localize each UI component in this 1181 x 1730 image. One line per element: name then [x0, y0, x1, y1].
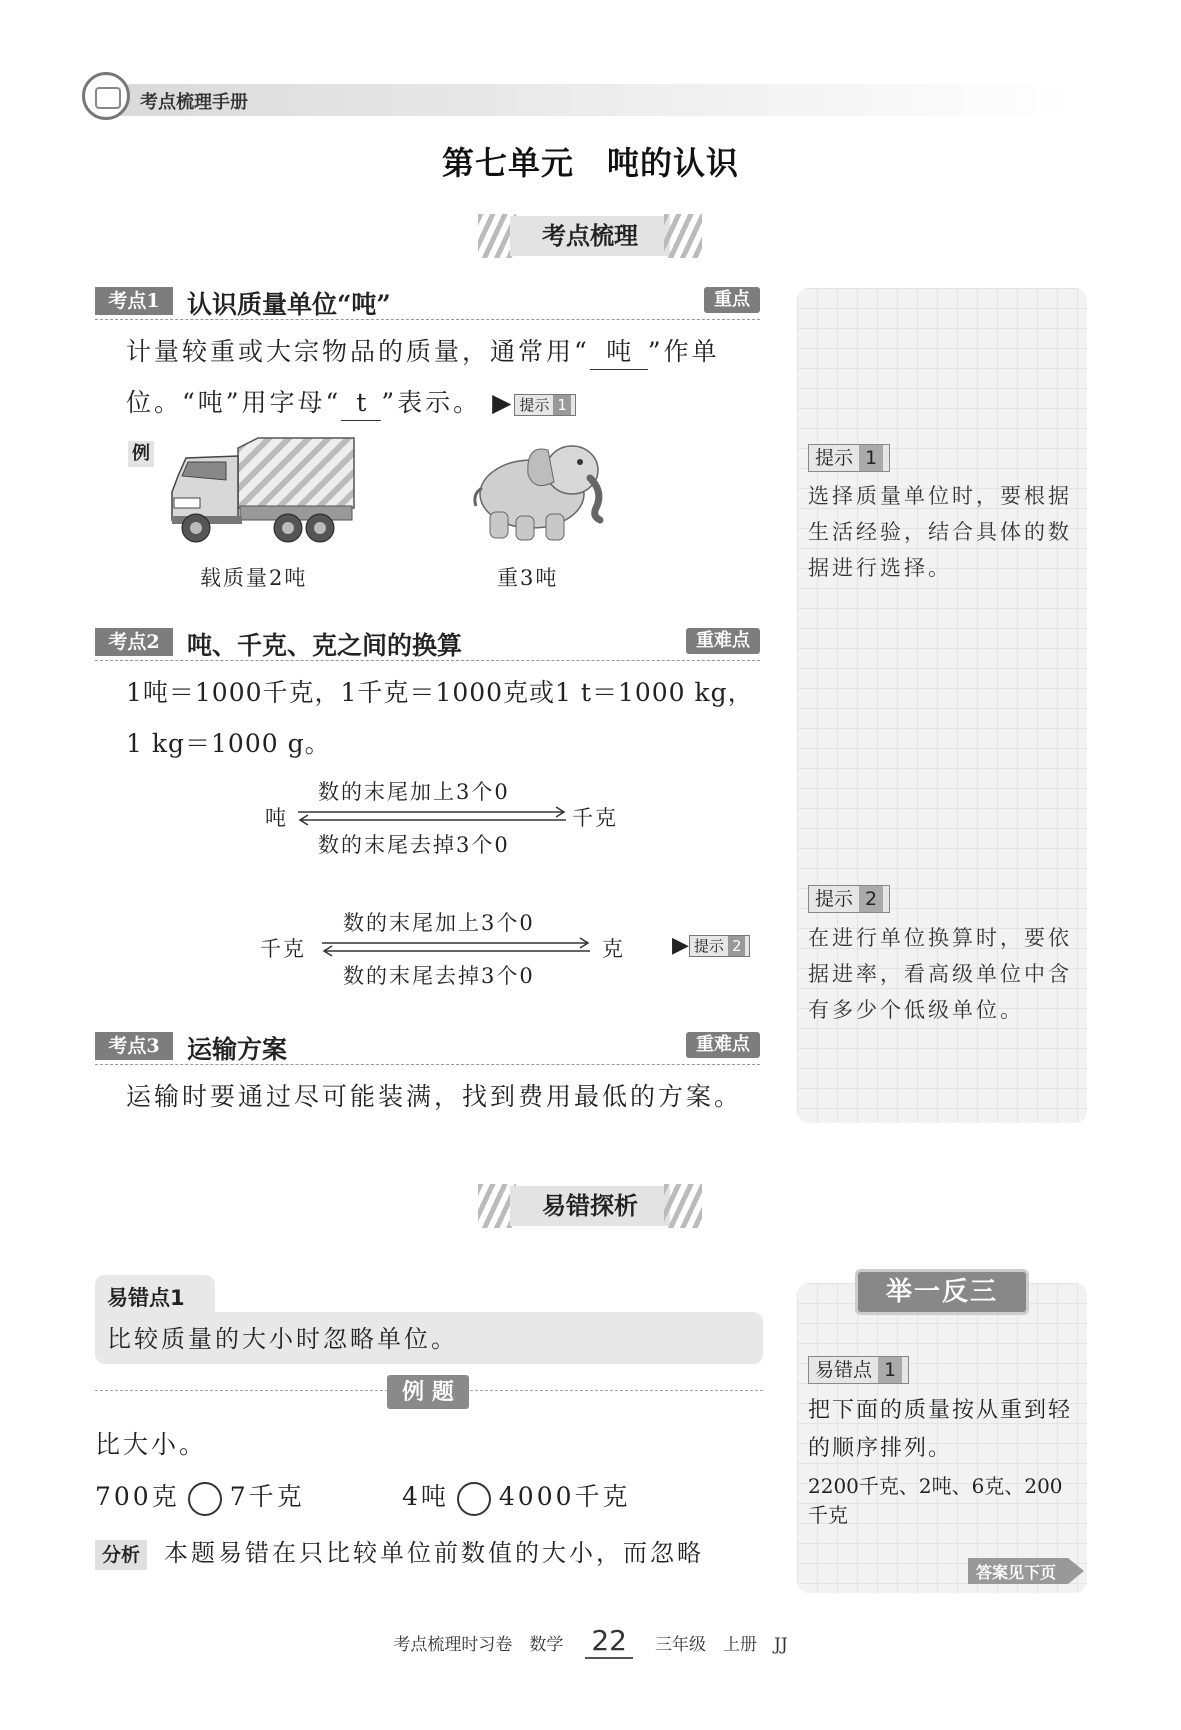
kp1-line1-pre: 计量较重或大宗物品的质量，通常用“ [126, 337, 590, 366]
kp1-blank2: t [341, 386, 381, 421]
page-footer [0, 1624, 1181, 1659]
elephant-image [468, 432, 618, 544]
kp-section-title: 考点梳理 [510, 216, 670, 256]
banner-stripes-right [664, 1184, 702, 1228]
practice-tag-label: 易错点 [815, 1359, 873, 1381]
kp3-tag: 考点3 [95, 1032, 173, 1060]
compare-1-circle[interactable] [188, 1482, 222, 1516]
compare-2 [402, 1480, 662, 1516]
kp1-badge: 重点 [704, 287, 760, 313]
conv2-top-label: 数的末尾加上3个0 [343, 911, 535, 935]
compare-2-left: 4吨 [402, 1482, 449, 1511]
analysis-text: 本题易错在只比较单位前数值的大小，而忽略 [164, 1539, 704, 1567]
kp2-line2: 1 kg＝1000 g。 [126, 729, 331, 758]
header-title: 考点梳理手册 [140, 92, 248, 113]
kp1-line2 [126, 386, 766, 421]
example-badge: 例 题 [387, 1375, 469, 1409]
practice-tag-num: 1 [878, 1357, 902, 1383]
play-arrow-icon: ▶ [672, 933, 689, 958]
kp2-line1: 1吨＝1000千克，1千克＝1000克或1 t＝1000 kg， [126, 678, 754, 707]
kp2-header [95, 626, 760, 661]
tip2-label: 提示 [815, 888, 854, 910]
kp3-header [95, 1030, 760, 1065]
kp1-title: 认识质量单位“吨” [187, 290, 391, 319]
tip1-num: 1 [859, 445, 883, 471]
kp1-hint-ref[interactable] [514, 394, 576, 416]
tip1-label: 提示 [815, 447, 854, 469]
compare-1 [95, 1480, 335, 1516]
error-section-banner [478, 1184, 702, 1228]
elephant-caption: 重3吨 [497, 566, 559, 590]
practice-items: 2200千克、2吨、6克、200千克 [808, 1474, 1063, 1527]
practice-tag-box [808, 1356, 909, 1384]
kp3-title: 运输方案 [187, 1035, 288, 1064]
tip2-label-box [808, 885, 890, 913]
compare-1-left: 700克 [95, 1482, 180, 1511]
kp1-line1 [126, 335, 766, 370]
footer-right: 三年级 上册 JJ [655, 1635, 788, 1655]
conv2-bottom-label: 数的末尾去掉3个0 [343, 964, 535, 988]
practice-question: 把下面的质量按从重到轻的顺序排列。 [808, 1398, 1073, 1461]
tip1-label-box [808, 444, 890, 472]
conv1-top-label: 数的末尾加上3个0 [318, 780, 510, 804]
kp2-badge: 重难点 [686, 628, 760, 654]
publisher-logo [82, 72, 130, 120]
practice-tag [808, 1356, 909, 1384]
kp1-header [95, 285, 760, 320]
conv2-right-unit: 克 [602, 937, 625, 961]
conv1-right-unit: 千克 [572, 806, 618, 830]
conv2-left-unit: 千克 [260, 937, 306, 961]
kp3-badge: 重难点 [686, 1032, 760, 1058]
error-description: 比较质量的大小时忽略单位。 [107, 1325, 458, 1353]
footer-left: 考点梳理时习卷 数学 [393, 1635, 564, 1655]
kp1-blank1: 吨 [590, 335, 648, 370]
conv2-arrows [318, 937, 594, 957]
tip2-num: 2 [859, 886, 883, 912]
practice-banner: 举一反三 [858, 1272, 1026, 1312]
error-section-title: 易错探析 [510, 1186, 670, 1226]
tip2-text: 在进行单位换算时，要依据进率，看高级单位中含有多少个低级单位。 [808, 926, 1072, 1022]
kp3-text: 运输时要通过尽可能装满，找到费用最低的方案。 [126, 1082, 743, 1111]
kp2-title: 吨、千克、克之间的换算 [187, 631, 463, 660]
unit-title: 第七单元 吨的认识 [441, 144, 739, 182]
conv1-arrows [294, 806, 570, 826]
tip1-tag [808, 444, 890, 472]
example-label: 例 [128, 441, 154, 467]
compare-2-right: 4000千克 [498, 1482, 631, 1511]
truck-caption: 载质量2吨 [200, 566, 308, 590]
kp2-tag: 考点2 [95, 628, 173, 656]
answer-note[interactable]: 答案见下页 [976, 1563, 1057, 1582]
kp2-hint-label: 提示 [693, 937, 724, 955]
compare-2-circle[interactable] [457, 1482, 491, 1516]
example-prompt: 比大小。 [95, 1430, 208, 1459]
error-tag: 易错点1 [107, 1286, 185, 1310]
kp2-hint-num: 2 [728, 936, 746, 956]
kp2-hint-line [672, 933, 750, 958]
kp-section-banner [478, 214, 702, 258]
conv1-bottom-label: 数的末尾去掉3个0 [318, 833, 510, 857]
kp1-line2-pre: 位。“吨”用字母“ [126, 388, 342, 417]
kp1-hint-label: 提示 [519, 395, 550, 414]
truck-image [168, 436, 358, 546]
kp2-hint-ref[interactable] [689, 935, 751, 957]
kp1-line2-post: ”表示。 [381, 388, 482, 417]
conv1-left-unit: 吨 [265, 806, 288, 830]
play-arrow-icon: ▶ [492, 388, 515, 417]
tip2-tag [808, 885, 890, 913]
compare-1-right: 7千克 [229, 1482, 305, 1511]
kp1-tag: 考点1 [95, 287, 173, 315]
page-number: 22 [585, 1624, 633, 1659]
kp1-line1-post: ”作单 [647, 337, 720, 366]
tip1-text: 选择质量单位时，要根据生活经验，结合具体的数据进行选择。 [808, 484, 1072, 580]
analysis-tag: 分析 [95, 1540, 147, 1570]
logo-emblem-icon [95, 87, 121, 109]
banner-stripes-right [664, 214, 702, 258]
kp1-hint-num: 1 [553, 395, 571, 415]
